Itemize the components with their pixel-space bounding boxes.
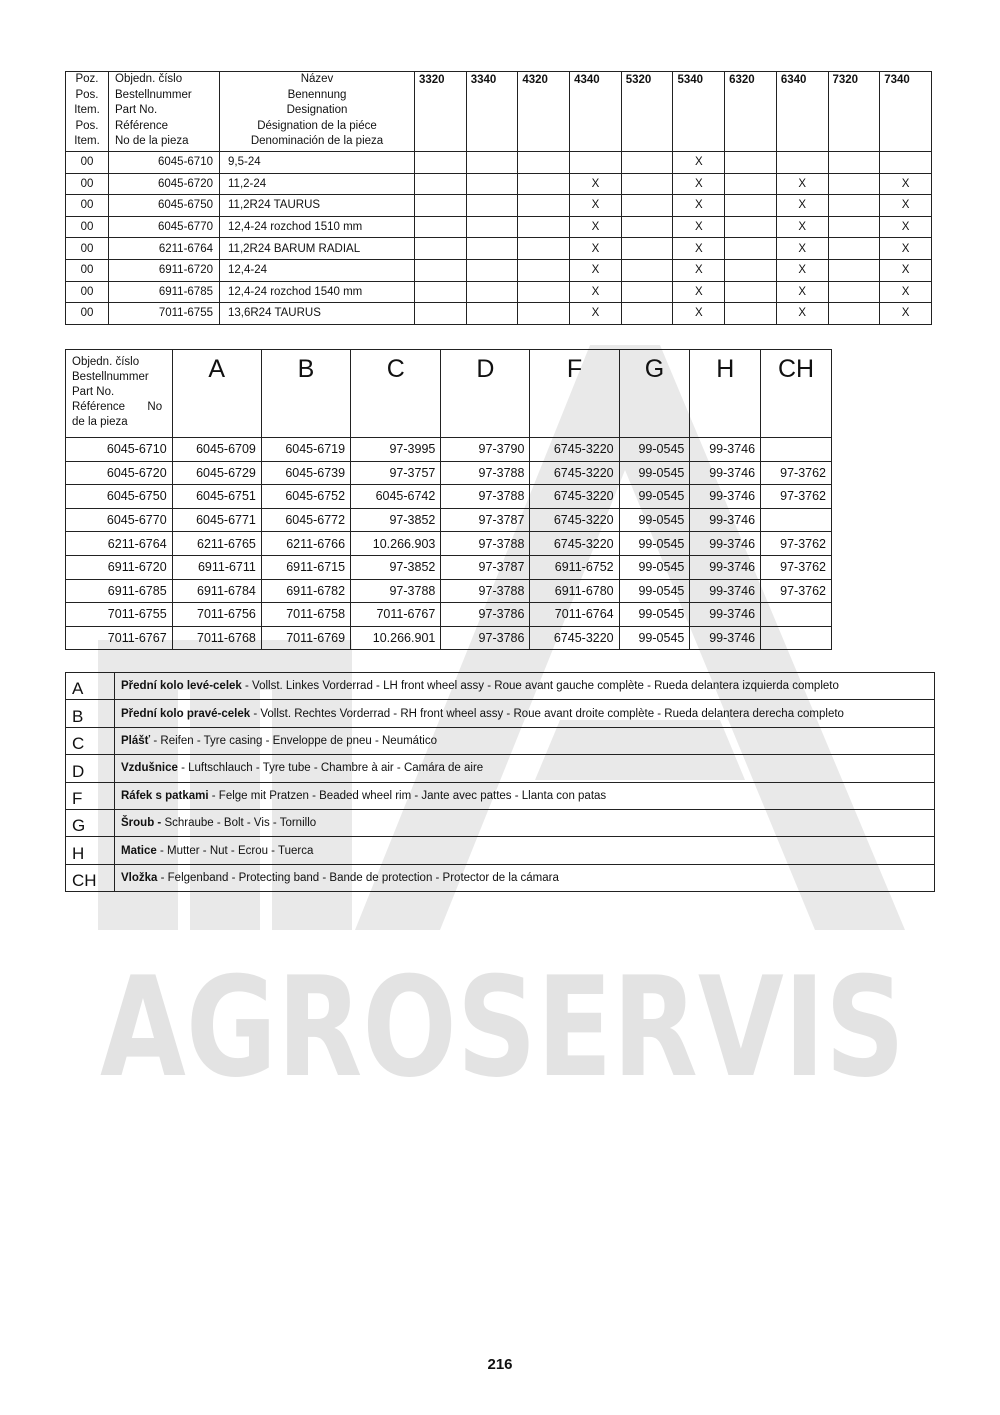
components-table-row [66,485,832,509]
parts-table-row [66,195,932,217]
model-mark-cell: X [880,303,932,325]
legend-description [115,700,935,727]
component-number-cell: 7011-6767 [351,603,441,627]
designation-cell: 11,2R24 BARUM RADIAL [220,238,415,260]
model-mark-cell: X [776,216,828,238]
component-number-cell: 99-3746 [690,485,761,509]
parts-table-row [66,152,932,174]
component-number-cell: 6045-6752 [261,485,350,509]
model-mark-cell [415,195,467,217]
model-mark-cell [518,152,570,174]
position-cell: 00 [66,173,109,195]
model-mark-cell [621,238,673,260]
legend-letter: A [66,673,115,700]
model-mark-cell: X [880,216,932,238]
component-number-cell: 97-3787 [441,508,530,532]
parts-table-row [66,259,932,281]
component-number-cell: 6911-6715 [261,555,350,579]
component-number-cell: 97-3788 [441,532,530,556]
legend-letter: F [66,782,115,809]
model-mark-cell [415,259,467,281]
legend-translations: - Reifen - Tyre casing - Enveloppe de pneu - Neumático [150,734,437,747]
legend-row [66,755,935,782]
model-mark-cell [570,152,622,174]
component-number-cell: 97-3757 [351,461,441,485]
model-mark-cell [466,152,518,174]
header-order-number: Objedn. číslo Bestellnummer Part No. Référence No de la pieza [109,72,220,152]
part-number-cell: 7011-6767 [66,626,173,650]
model-mark-cell [725,195,777,217]
legend-letter: B [66,700,115,727]
component-number-cell: 99-3746 [690,461,761,485]
model-mark-cell [621,173,673,195]
model-mark-cell [725,152,777,174]
model-mark-cell: X [776,238,828,260]
model-mark-cell [621,281,673,303]
legend-translations: - Felgenband - Protecting band - Bande de protection - Protector de la cámara [157,871,559,884]
components-table-header [66,350,832,438]
legend-letter: C [66,727,115,754]
component-number-cell: 6911-6752 [530,555,619,579]
component-number-cell: 97-3787 [441,555,530,579]
page-number: 216 [487,1356,513,1373]
legend-table [65,672,935,892]
legend-description [115,837,935,864]
model-mark-cell: X [880,195,932,217]
designation-cell: 12,4-24 [220,259,415,281]
legend-row [66,837,935,864]
model-mark-cell [466,173,518,195]
component-number-cell: 99-0545 [619,485,690,509]
component-number-cell: 6911-6711 [172,555,261,579]
legend-letter: D [66,755,115,782]
model-mark-cell [828,152,880,174]
position-cell: 00 [66,303,109,325]
legend-translations: - Luftschlauch - Tyre tube - Chambre à air - Camára de aire [177,762,484,775]
parts-table-header [66,72,932,152]
designation-cell: 11,2-24 [220,173,415,195]
component-number-cell: 99-0545 [619,461,690,485]
parts-table-row [66,173,932,195]
legend-description [115,864,935,891]
component-number-cell: 7011-6756 [172,603,261,627]
component-number-cell: 6911-6784 [172,579,261,603]
legend-description [115,727,935,754]
legend-term-czech: Plášť [121,734,151,747]
component-number-cell: 99-0545 [619,555,690,579]
model-mark-cell [621,195,673,217]
component-number-cell: 97-3788 [441,485,530,509]
legend-row [66,809,935,836]
legend-translations: Schraube - Bolt - Vis - Tornillo [161,817,317,830]
legend-term-czech: Šroub - [121,817,162,830]
legend-letter: G [66,809,115,836]
component-number-cell: 6745-3220 [530,485,619,509]
component-number-cell: 97-3995 [351,438,441,462]
model-mark-cell [518,173,570,195]
part-number-cell: 6211-6764 [109,238,220,260]
model-mark-cell [828,303,880,325]
component-number-cell: 6045-6739 [261,461,350,485]
component-number-cell: 99-3746 [690,603,761,627]
component-number-cell: 6745-3220 [530,461,619,485]
model-mark-cell [466,238,518,260]
legend-row [66,727,935,754]
legend-letter: H [66,837,115,864]
component-number-cell: 97-3762 [761,579,832,603]
component-number-cell: 6045-6709 [172,438,261,462]
model-mark-cell [828,281,880,303]
model-mark-cell [725,216,777,238]
model-mark-cell: X [880,259,932,281]
component-number-cell: 97-3786 [441,603,530,627]
components-table-row [66,532,832,556]
model-mark-cell [621,303,673,325]
component-number-cell: 99-0545 [619,508,690,532]
model-mark-cell [725,173,777,195]
header-order-number: Objedn. číslo Bestellnummer Part No. Référence No de la pieza [66,350,173,438]
part-number-cell: 6911-6720 [109,259,220,281]
component-number-cell [761,603,832,627]
legend-term-czech: Ráfek s patkami [121,789,209,802]
component-number-cell: 7011-6769 [261,626,350,650]
components-table [65,349,832,650]
model-mark-cell [828,259,880,281]
header-model: 5320 [621,72,673,152]
component-number-cell: 99-0545 [619,626,690,650]
component-number-cell: 99-3746 [690,579,761,603]
legend-term-czech: Vložka [121,871,158,884]
designation-cell: 9,5-24 [220,152,415,174]
model-mark-cell: X [673,195,725,217]
components-table-row [66,461,832,485]
header-poz: Poz. Pos. Item. Pos. Item. [66,72,109,152]
model-mark-cell [466,281,518,303]
legend-row [66,700,935,727]
model-mark-cell [880,152,932,174]
model-mark-cell [725,259,777,281]
header-model: 7340 [880,72,932,152]
model-mark-cell: X [673,281,725,303]
legend-row [66,782,935,809]
model-mark-cell: X [570,195,622,217]
component-number-cell: 99-0545 [619,579,690,603]
designation-cell: 11,2R24 TAURUS [220,195,415,217]
component-number-cell: 97-3786 [441,626,530,650]
model-mark-cell [828,216,880,238]
watermark-brand-text: AGROSERVIS [100,947,905,1108]
component-number-cell: 99-3746 [690,508,761,532]
legend-translations: - Mutter - Nut - Ecrou - Tuerca [156,844,314,857]
component-number-cell: 6045-6751 [172,485,261,509]
header-name: Název Benennung Designation Désignation de la piéce Denominación de la pieza [220,72,415,152]
components-table-row [66,555,832,579]
model-mark-cell: X [673,259,725,281]
model-mark-cell [518,303,570,325]
legend-description [115,673,935,700]
model-mark-cell [415,303,467,325]
model-mark-cell: X [673,303,725,325]
model-mark-cell [621,259,673,281]
model-mark-cell: X [776,259,828,281]
component-number-cell: 6911-6782 [261,579,350,603]
components-table-row [66,438,832,462]
component-number-cell: 97-3762 [761,485,832,509]
components-table-row [66,626,832,650]
header-col-c: C [351,350,441,438]
model-mark-cell [415,152,467,174]
header-col-a: A [172,350,261,438]
component-number-cell [761,626,832,650]
model-mark-cell [466,303,518,325]
parts-table-row [66,216,932,238]
part-number-cell: 6045-6710 [66,438,173,462]
component-number-cell: 6211-6765 [172,532,261,556]
component-number-cell: 10.266.903 [351,532,441,556]
part-number-cell: 6045-6710 [109,152,220,174]
header-model: 5340 [673,72,725,152]
model-mark-cell: X [880,281,932,303]
position-cell: 00 [66,152,109,174]
part-number-cell: 7011-6755 [109,303,220,325]
component-number-cell: 99-0545 [619,438,690,462]
model-mark-cell: X [880,173,932,195]
model-mark-cell [776,152,828,174]
legend-translations: - Vollst. Linkes Vorderrad - LH front wheel assy - Roue avant gauche complète - Rueda delantera izquierda completo [241,680,839,693]
component-number-cell: 99-0545 [619,603,690,627]
position-cell: 00 [66,195,109,217]
components-table-row [66,603,832,627]
component-number-cell: 97-3852 [351,508,441,532]
header-col-d: D [441,350,530,438]
legend-description [115,755,935,782]
header-model: 3320 [415,72,467,152]
position-cell: 00 [66,259,109,281]
designation-cell: 12,4-24 rozchod 1540 mm [220,281,415,303]
model-mark-cell [621,216,673,238]
header-model: 4320 [518,72,570,152]
model-mark-cell: X [673,238,725,260]
model-mark-cell: X [776,281,828,303]
component-number-cell: 6745-3220 [530,438,619,462]
component-number-cell: 99-3746 [690,438,761,462]
model-mark-cell [725,303,777,325]
component-number-cell: 99-0545 [619,532,690,556]
component-number-cell: 6045-6772 [261,508,350,532]
part-number-cell: 6211-6764 [66,532,173,556]
header-col-h: H [690,350,761,438]
model-mark-cell: X [776,303,828,325]
part-number-cell: 6045-6750 [66,485,173,509]
component-number-cell: 99-3746 [690,555,761,579]
model-mark-cell: X [570,173,622,195]
designation-cell: 13,6R24 TAURUS [220,303,415,325]
model-mark-cell [828,173,880,195]
header-col-g: G [619,350,690,438]
parts-table-row [66,303,932,325]
header-model: 7320 [828,72,880,152]
parts-table-row [66,238,932,260]
part-number-cell: 7011-6755 [66,603,173,627]
model-mark-cell [466,216,518,238]
legend-translations: - Felge mit Pratzen - Beaded wheel rim - Jante avec pattes - Llanta con patas [208,789,607,802]
model-mark-cell [725,238,777,260]
part-number-cell: 6045-6770 [109,216,220,238]
model-mark-cell [518,195,570,217]
model-mark-cell: X [880,238,932,260]
component-number-cell: 97-3790 [441,438,530,462]
component-number-cell [761,508,832,532]
model-mark-cell [466,259,518,281]
model-mark-cell: X [776,195,828,217]
header-model: 6320 [725,72,777,152]
component-number-cell: 7011-6758 [261,603,350,627]
component-number-cell: 99-3746 [690,626,761,650]
model-mark-cell [725,281,777,303]
model-mark-cell [621,152,673,174]
component-number-cell: 99-3746 [690,532,761,556]
header-col-f: F [530,350,619,438]
header-model: 3340 [466,72,518,152]
component-number-cell: 6045-6771 [172,508,261,532]
components-table-row [66,508,832,532]
part-number-cell: 6911-6720 [66,555,173,579]
model-mark-cell: X [776,173,828,195]
model-mark-cell [518,216,570,238]
position-cell: 00 [66,216,109,238]
model-mark-cell [518,281,570,303]
model-mark-cell: X [570,238,622,260]
position-cell: 00 [66,238,109,260]
legend-description [115,809,935,836]
model-mark-cell [415,173,467,195]
model-mark-cell: X [570,259,622,281]
model-mark-cell [466,195,518,217]
legend-term-czech: Přední kolo pravé-celek [121,707,251,720]
parts-table-row [66,281,932,303]
model-mark-cell: X [570,303,622,325]
component-number-cell: 6911-6780 [530,579,619,603]
position-cell: 00 [66,281,109,303]
model-mark-cell: X [673,173,725,195]
component-number-cell: 97-3762 [761,532,832,556]
component-number-cell [761,438,832,462]
model-mark-cell [415,281,467,303]
legend-term-czech: Přední kolo levé-celek [121,680,242,693]
component-number-cell: 97-3788 [441,461,530,485]
legend-description [115,782,935,809]
header-col-b: B [261,350,350,438]
legend-term-czech: Vzdušnice [121,762,178,775]
legend-translations: - Vollst. Rechtes Vorderrad - RH front wheel assy - Roue avant droite complète - Rueda delantera derecha completo [250,707,844,720]
component-number-cell: 6745-3220 [530,508,619,532]
model-mark-cell [415,216,467,238]
component-number-cell: 6045-6742 [351,485,441,509]
component-number-cell: 97-3788 [351,579,441,603]
header-col-ch: CH [761,350,832,438]
legend-row [66,864,935,891]
part-number-cell: 6045-6770 [66,508,173,532]
header-model: 4340 [570,72,622,152]
component-number-cell: 6045-6719 [261,438,350,462]
parts-applicability-table [65,71,932,325]
model-mark-cell [828,195,880,217]
model-mark-cell: X [673,216,725,238]
part-number-cell: 6045-6720 [66,461,173,485]
component-number-cell: 10.266.901 [351,626,441,650]
model-mark-cell: X [570,216,622,238]
component-number-cell: 6745-3220 [530,626,619,650]
component-number-cell: 7011-6764 [530,603,619,627]
part-number-cell: 6045-6720 [109,173,220,195]
model-mark-cell: X [570,281,622,303]
component-number-cell: 97-3852 [351,555,441,579]
model-mark-cell [828,238,880,260]
component-number-cell: 7011-6768 [172,626,261,650]
component-number-cell: 6045-6729 [172,461,261,485]
designation-cell: 12,4-24 rozchod 1510 mm [220,216,415,238]
model-mark-cell [415,238,467,260]
legend-row [66,673,935,700]
component-number-cell: 6211-6766 [261,532,350,556]
header-model: 6340 [776,72,828,152]
legend-letter: CH [66,864,115,891]
legend-term-czech: Matice [121,844,157,857]
model-mark-cell: X [673,152,725,174]
component-number-cell: 97-3762 [761,461,832,485]
part-number-cell: 6045-6750 [109,195,220,217]
components-table-row [66,579,832,603]
model-mark-cell [518,259,570,281]
model-mark-cell [518,238,570,260]
component-number-cell: 6745-3220 [530,532,619,556]
part-number-cell: 6911-6785 [109,281,220,303]
component-number-cell: 97-3762 [761,555,832,579]
component-number-cell: 97-3788 [441,579,530,603]
part-number-cell: 6911-6785 [66,579,173,603]
